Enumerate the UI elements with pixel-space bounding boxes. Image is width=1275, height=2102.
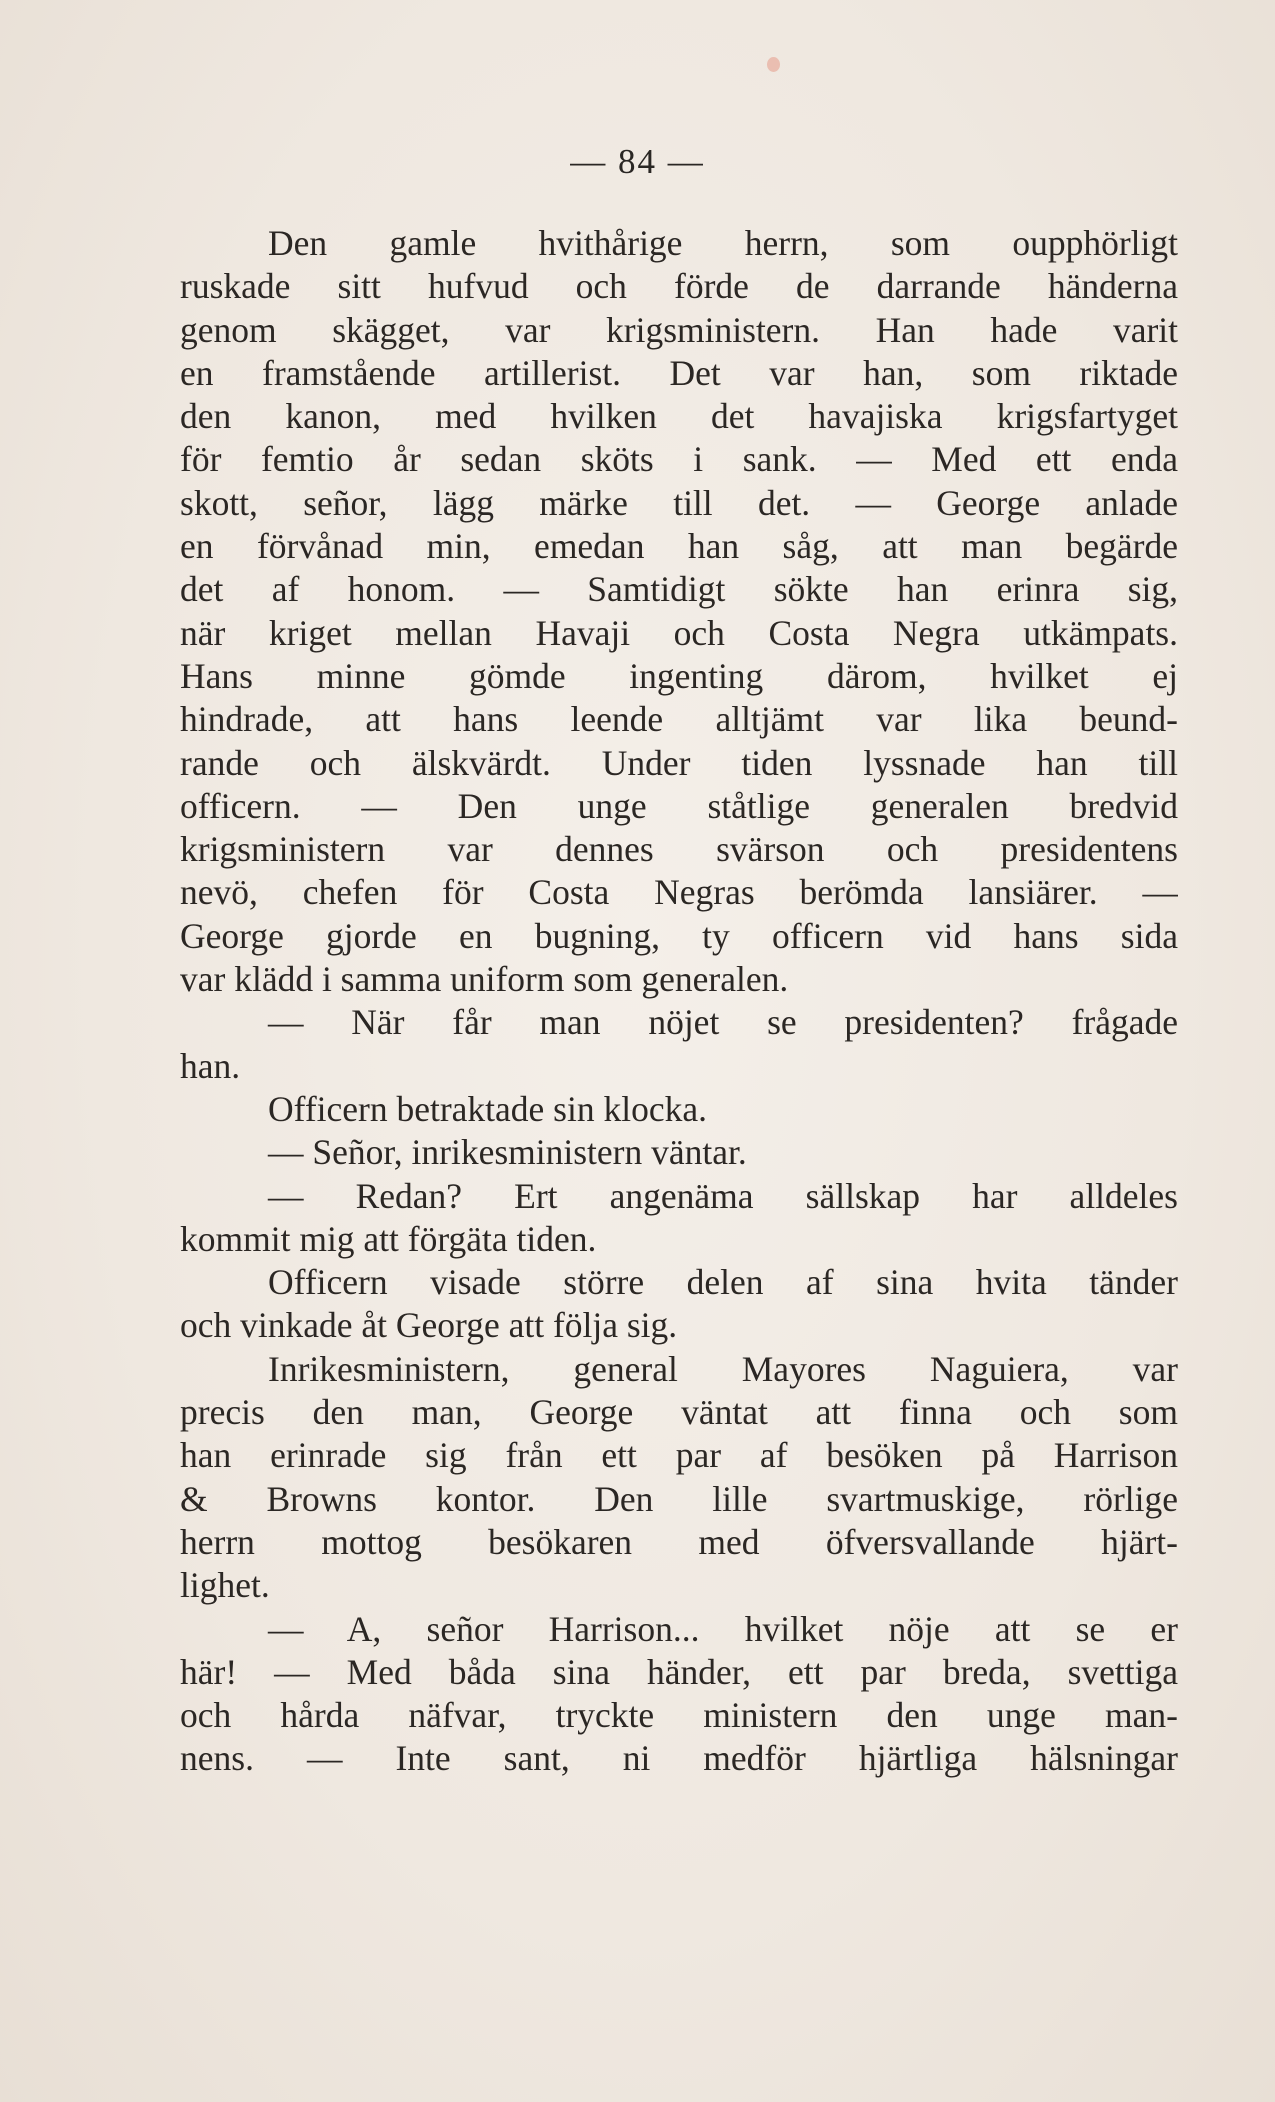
text-line: — När får man nöjet se presidenten? frågade: [268, 1002, 1178, 1043]
text-line: herrn mottog besökaren med öfversvallande hjärt-: [180, 1521, 1178, 1562]
text-line: nens. — Inte sant, ni medför hjärtliga hälsningar: [180, 1738, 1178, 1779]
text-line: och vinkade åt George att följa sig.: [180, 1305, 678, 1346]
text-line: George gjorde en bugning, ty officern vid hans sida: [180, 915, 1178, 956]
page-number: — 84 —: [570, 142, 705, 181]
text-line: & Browns kontor. Den lille svartmuskige, rörlige: [180, 1478, 1178, 1519]
text-line: — Señor, inrikesministern väntar.: [268, 1132, 747, 1173]
text-line: när kriget mellan Havaji och Costa Negra utkämpats.: [180, 612, 1178, 653]
text-line: det af honom. — Samtidigt sökte han erinra sig,: [180, 569, 1178, 610]
text-line: Den gamle hvithårige herrn, som oupphörligt: [268, 223, 1178, 263]
text-line: krigsministern var dennes svärson och presidentens: [180, 829, 1178, 870]
text-line: hindrade, att hans leende alltjämt var lika beund-: [180, 699, 1178, 740]
text-line: officern. — Den unge ståtlige generalen bredvid: [180, 785, 1178, 826]
text-line: han erinrade sig från ett par af besöken på Harrison: [180, 1435, 1178, 1476]
text-line: rande och älskvärdt. Under tiden lyssnade han till: [180, 742, 1178, 783]
text-line: Officern betraktade sin klocka.: [268, 1088, 707, 1129]
ink-spot: [767, 57, 780, 72]
text-line: skott, señor, lägg märke till det. — George anlade: [180, 482, 1178, 523]
text-line: var klädd i samma uniform som generalen.: [180, 959, 789, 1000]
body-text: [180, 222, 1178, 1781]
text-line: här! — Med båda sina händer, ett par breda, svettiga: [180, 1651, 1178, 1692]
text-line: Inrikesministern, general Mayores Naguiera, var: [268, 1348, 1178, 1389]
text-line: en förvånad min, emedan han såg, att man begärde: [180, 526, 1178, 567]
text-line: Hans minne gömde ingenting därom, hvilket ej: [180, 655, 1178, 696]
text-line: precis den man, George väntat att finna och som: [180, 1392, 1178, 1433]
text-line: nevö, chefen för Costa Negras berömda lansiärer. —: [180, 872, 1178, 913]
text-line: genom skägget, var krigsministern. Han hade varit: [180, 309, 1178, 350]
text-line: lighet.: [180, 1565, 270, 1606]
text-line: och hårda näfvar, tryckte ministern den unge man-: [180, 1695, 1178, 1736]
text-line: han.: [180, 1045, 241, 1086]
text-line: Officern visade större delen af sina hvita tänder: [268, 1262, 1178, 1303]
text-line: en framstående artillerist. Det var han, som riktade: [180, 352, 1178, 393]
text-line: — Redan? Ert angenäma sällskap har alldeles: [268, 1175, 1178, 1216]
text-line: för femtio år sedan sköts i sank. — Med ett enda: [180, 439, 1178, 480]
text-line: — A, señor Harrison... hvilket nöje att se er: [268, 1608, 1178, 1649]
text-line: kommit mig att förgäta tiden.: [180, 1218, 597, 1259]
text-line: ruskade sitt hufvud och förde de darrande händerna: [180, 266, 1178, 307]
text-line: den kanon, med hvilken det havajiska krigsfartyget: [180, 396, 1178, 437]
